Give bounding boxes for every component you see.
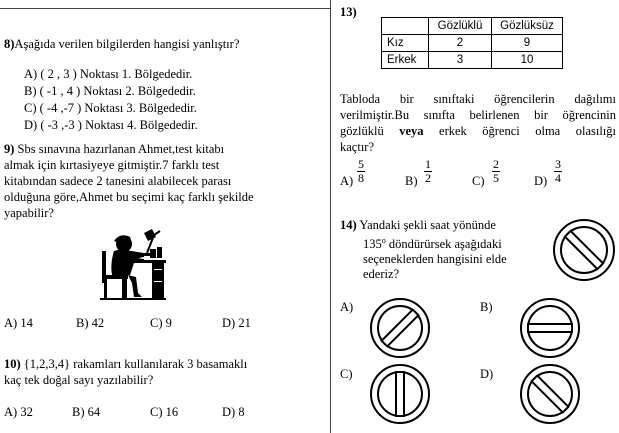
q8-option-b[interactable]: B) ( -1 , 4 ) Noktası 2. Bölgededir. (24, 84, 196, 98)
q14-option-d-shape (518, 362, 582, 426)
q14-number: 14) (340, 218, 357, 232)
q13-line-3a: gözlüklü (340, 124, 384, 138)
q14-option-b[interactable]: B) (480, 300, 493, 314)
table-cell: 2 (429, 35, 492, 52)
q10-line-2: kaç tek doğal sayı yazılabilir? (4, 373, 154, 387)
q8-option-c[interactable]: C) ( -4 ,-7 ) Noktası 3. Bölgededir. (24, 101, 197, 115)
q14-option-a-shape (368, 296, 432, 360)
q10-option-b[interactable]: B) 64 (72, 405, 101, 419)
table-cell: Erkek (382, 52, 429, 69)
q9-line-3: kitabından sadece 2 tanesini alabilecek parası (4, 174, 232, 188)
q14-line-3: seçeneklerden hangisini elde (363, 252, 507, 267)
q13-option-d-fraction: $\frac{3}{4}$ (555, 157, 561, 185)
q14-angle: 135 (363, 237, 382, 252)
table-cell: 10 (492, 52, 563, 69)
q10-line-1: {1,2,3,4} rakamları kullanılarak 3 basamaklı (23, 357, 248, 371)
q8-question (4, 37, 239, 52)
table-row (382, 35, 563, 52)
q10-option-a[interactable]: A) 32 (4, 405, 33, 419)
q13-emphasis: veya (399, 124, 424, 138)
q9-number: 9) (4, 142, 15, 156)
table-cell: 3 (429, 52, 492, 69)
q10-number: 10) (4, 357, 21, 371)
q10-option-c[interactable]: C) 16 (150, 405, 179, 419)
q14-option-d[interactable]: D) (480, 367, 494, 381)
q14-question (340, 218, 507, 282)
q13-line-1: Tabloda bir sınıftaki öğrencilerin dağılımı (340, 92, 616, 106)
q8-option-d[interactable]: D) ( -3 ,-3 ) Noktası 4. Bölgededir. (24, 118, 198, 132)
q13-option-a-fraction: $\frac{5}{8}$ (358, 157, 364, 185)
table-cell: 9 (492, 35, 563, 52)
q9-line-5: yapabilir? (4, 206, 54, 220)
q14-option-c[interactable]: C) (340, 367, 353, 381)
q9-line-2: almak için kırtasiyeye gitmiştir.7 farklı test (4, 158, 220, 172)
q13-table (381, 17, 563, 69)
q13-option-b[interactable]: B) (405, 174, 418, 188)
table-cell (382, 18, 429, 35)
q9-line-4: olduğuna göre,Ahmet bu seçimi kaç farklı şekilde (4, 190, 254, 204)
q13-number: 13) (340, 5, 357, 19)
q13-option-d[interactable]: D) (534, 174, 548, 188)
column-divider (330, 0, 331, 433)
q14-option-a[interactable]: A) (340, 300, 354, 314)
q13-line-3b: erkek öğrenci olma olasılığı (439, 124, 616, 138)
q8-text: Aşağıda verilen bilgilerden hangisi yanlıştır? (14, 37, 240, 51)
q9-option-a[interactable]: A) 14 (4, 316, 33, 330)
q14-option-c-shape (368, 362, 432, 426)
q14-option-b-shape (518, 296, 582, 360)
q8-number: 8) (4, 37, 15, 51)
top-rule (0, 8, 330, 9)
table-header-row (382, 18, 563, 35)
table-row (382, 52, 563, 69)
q13-option-a[interactable]: A) (340, 174, 354, 188)
q9-option-c[interactable]: C) 9 (150, 316, 172, 330)
q9-option-b[interactable]: B) 42 (76, 316, 105, 330)
q13-line-4: kaçtır? (340, 140, 375, 154)
q9-question (4, 141, 294, 221)
table-cell: Kız (382, 35, 429, 52)
q13-option-b-fraction: $\frac{1}{2}$ (425, 157, 431, 185)
q14-reference-shape (551, 217, 617, 283)
q13-option-c[interactable]: C) (472, 174, 485, 188)
student-desk-illustration (100, 227, 166, 301)
q14-line-1: Yandaki şekli saat yönünde (359, 218, 496, 232)
q14-line-2: döndürürsek aşağıdaki (388, 237, 502, 252)
q10-question (4, 356, 247, 388)
q13-option-c-fraction: $\frac{2}{5}$ (493, 157, 499, 185)
table-header-cell: Gözlüklü (429, 18, 492, 35)
q9-line-1: Sbs sınavına hazırlanan Ahmet,test kitabı (17, 142, 225, 156)
q13-line-2: verilmiştir.Bu sınıfta belirlenen bir öğrencinin (340, 108, 616, 122)
q9-option-d[interactable]: D) 21 (222, 316, 251, 330)
q10-option-d[interactable]: D) 8 (222, 405, 245, 419)
q13-text (340, 91, 616, 155)
table-header-cell: Gözlüksüz (492, 18, 563, 35)
q14-degree: o (381, 236, 386, 245)
q14-line-4: ederiz? (363, 267, 400, 282)
q8-option-a[interactable]: A) ( 2 , 3 ) Noktası 1. Bölgededir. (24, 67, 193, 81)
